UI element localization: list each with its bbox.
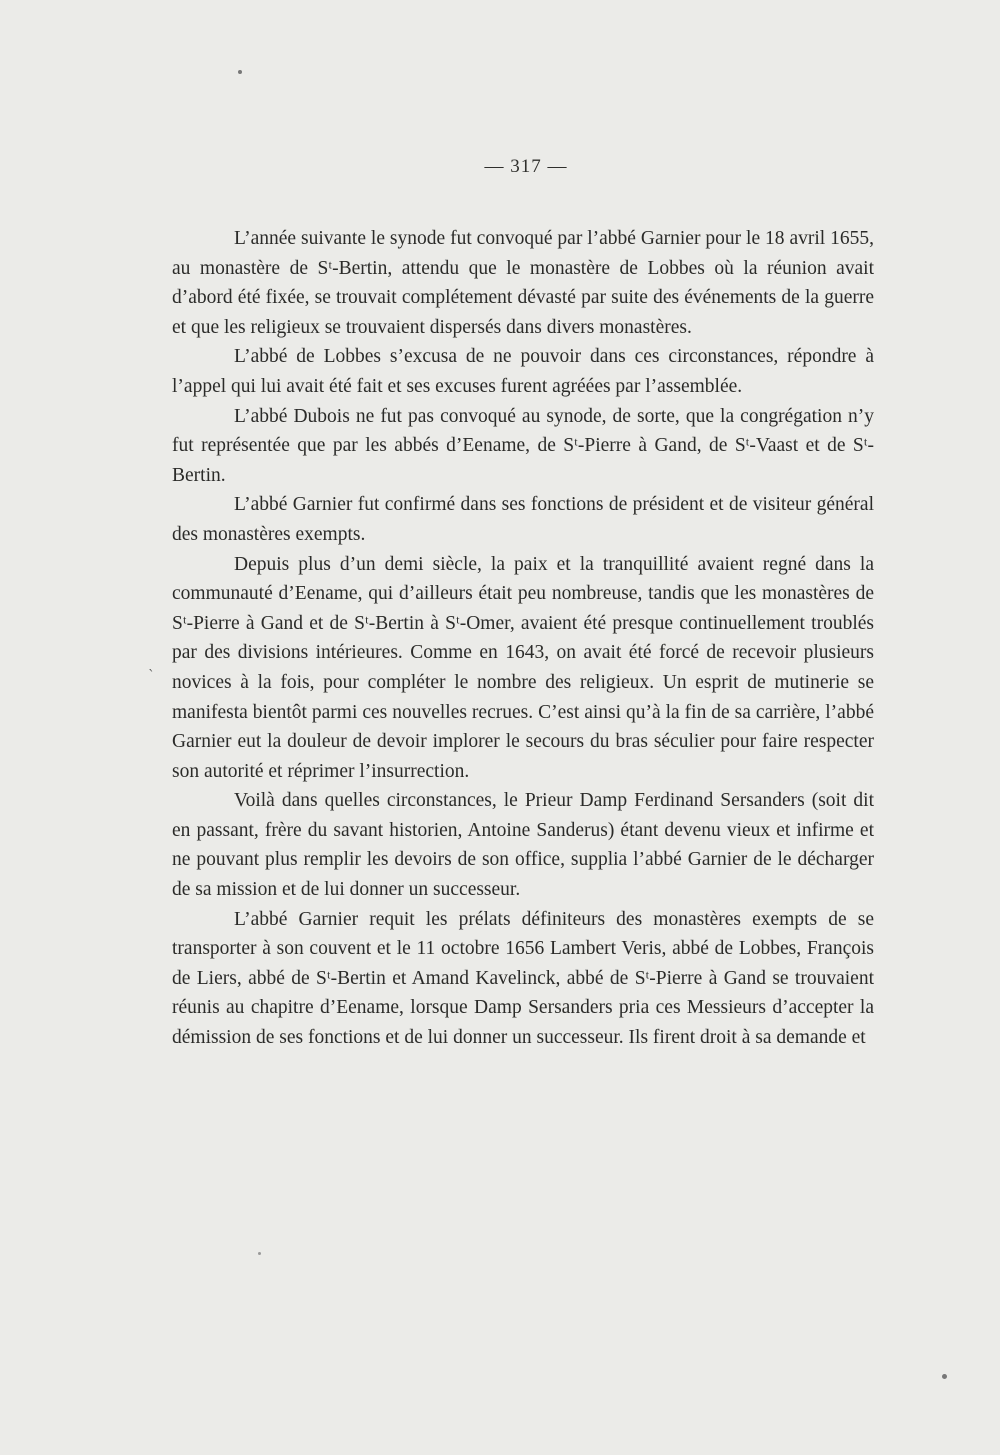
paper-speck — [238, 70, 242, 74]
paper-speck — [258, 1252, 261, 1255]
paragraph-dubois: L’abbé Dubois ne fut pas convoqué au synode, de sorte, que la congrégation n’y fut représentée que par les abbés d’Eename, de Sᵗ-Pierre à Gand, de Sᵗ-Vaast et de Sᵗ-Bertin. — [172, 405, 874, 486]
paragraph-sersanders: Voilà dans quelles circonstances, le Prieur Damp Ferdinand Sersanders (soit dit en passant, frère du savant historien, Antoine Sanderus) étant devenu vieux et infirme et ne pouvant plus remplir les devoirs de son office, supplia l’abbé Garnier de le décharger de sa mission et de lui donner un successeur. — [172, 790, 874, 901]
paper-speck — [942, 1374, 947, 1379]
body-text — [172, 224, 874, 1053]
margin-mark: ` — [148, 668, 155, 684]
paragraph-garnier-confirme: L’abbé Garnier fut confirmé dans ses fonctions de président et de visiteur général des monastères exempts. — [172, 494, 874, 545]
paragraph-synode-1655: L’année suivante le synode fut convoqué par l’abbé Garnier pour le 18 avril 1655, au monastère de Sᵗ-Bertin, attendu que le monastère de Lobbes où la réunion avait d’abord été fixée, se trouvait complétement dévasté par suite des événements de la guerre et que les religieux se trouvaient dispersés dans divers monastères. — [172, 228, 874, 338]
paragraph-lobbes-excuse: L’abbé de Lobbes s’excusa de ne pouvoir dans ces circonstances, répondre à l’appel qui lui avait été fait et ses excuses furent agréées par l’assemblée. — [172, 346, 874, 397]
page-number: — 317 — — [484, 156, 568, 177]
paragraph-paix-eename: Depuis plus d’un demi siècle, la paix et la tranquillité avaient regné dans la communauté d’Eename, qui d’ailleurs était peu nombreuse, tandis que les monastères de Sᵗ-Pierre à Gand et de Sᵗ-Bertin à Sᵗ-Omer, avaient été presque continuellement troublés par des divisions intérieures. Comme en 1643, on avait été forcé de recevoir plusieurs novices à la fois, pour compléter le nombre des religieux. Un esprit de mutinerie se manifesta bientôt parmi ces nouvelles recrues. C’est ainsi qu’à la fin de sa carrière, l’abbé Garnier eut la douleur de devoir implorer le secours du bras séculier pour faire respecter son autorité et réprimer l’insurrection. — [172, 553, 874, 782]
paragraph-definiteurs: L’abbé Garnier requit les prélats définiteurs des monastères exempts de se transporter à son couvent et le 11 octobre 1656 Lambert Veris, abbé de Lobbes, François de Liers, abbé de Sᵗ-Bertin et Amand Kavelinck, abbé de Sᵗ-Pierre à Gand se trouvaient réunis au chapitre d’Eename, lorsque Damp Sersanders pria ces Messieurs d’accepter la démission de ses fonctions et de lui donner un successeur. Ils firent droit à sa demande et — [172, 908, 874, 1049]
